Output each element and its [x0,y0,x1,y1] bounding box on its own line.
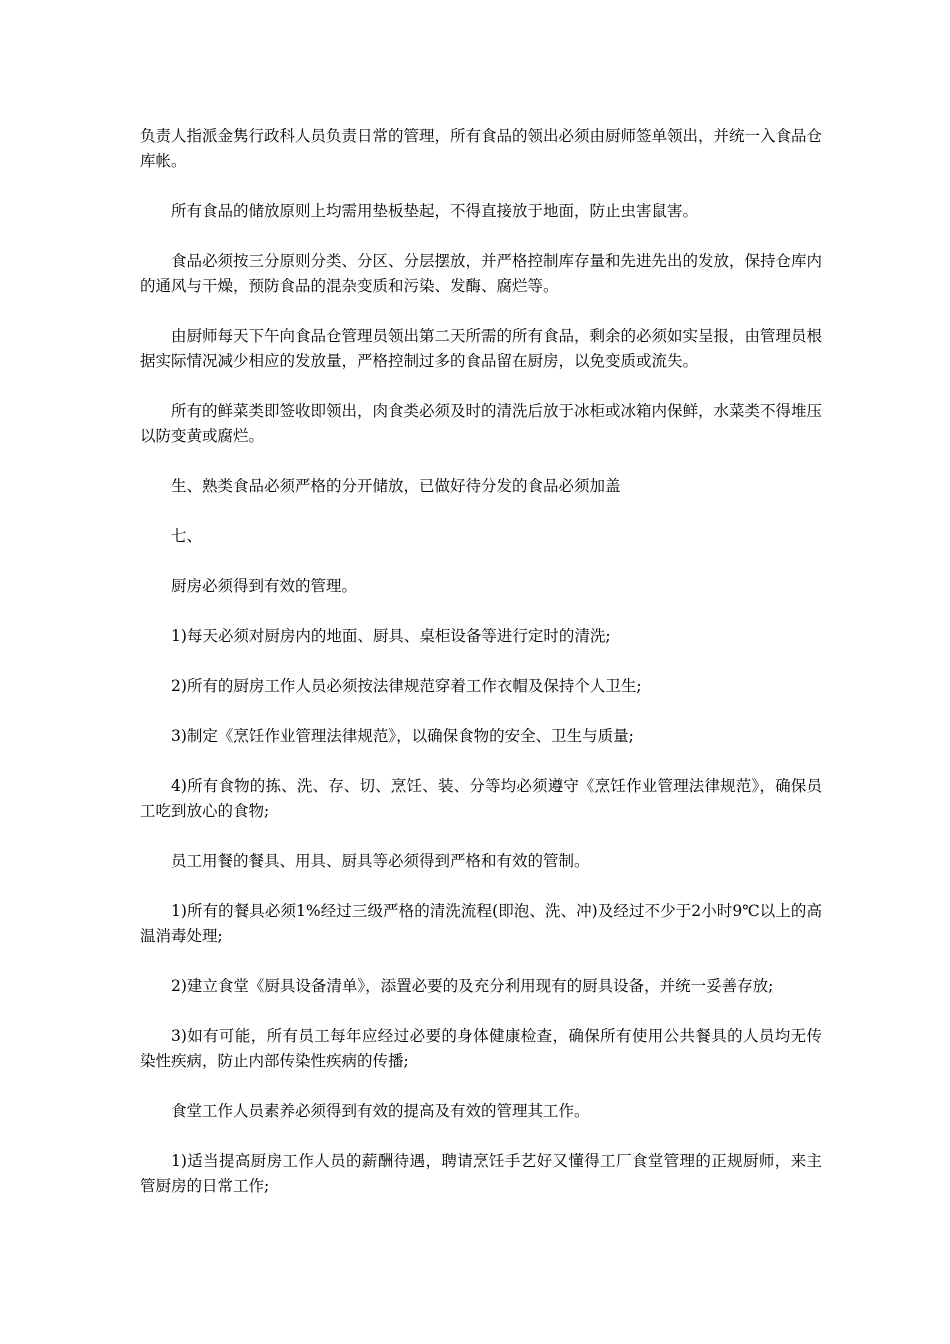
list-item: 1)每天必须对厨房内的地面、厨具、桌柜设备等进行定时的清洗; [171,627,611,645]
paragraph-17: 食堂工作人员素养必须得到有效的提高及有效的管理其工作。 [171,1102,590,1120]
list-item: 3)制定《烹饪作业管理法律规范》，以确保食物的安全、卫生与质量; [171,727,634,745]
paragraph-4: 由厨师每天下午向食品仓管理员领出第二天所需的所有食品，剩余的必须如实呈报，由管理员根据实际情况减少相应的发放量，严格控制过多的食品留在厨房，以免变质或流失。 [140,327,823,370]
paragraph-5: 所有的鲜菜类即签收即领出，肉食类必须及时的清洗后放于冰柜或冰箱内保鲜，水菜类不得堆压以防变黄或腐烂。 [140,402,823,445]
list-item: 1)所有的餐具必须1%经过三级严格的清洗流程(即泡、洗、冲)及经过不少于2小时9℃以上的高温消毒处理; [140,902,822,945]
paragraph-8: 厨房必须得到有效的管理。 [171,577,358,595]
section-heading-7: 七、 [171,527,203,545]
list-item: 3)如有可能，所有员工每年应经过必要的身体健康检查，确保所有使用公共餐具的人员均无传染性疾病，防止内部传染性疾病的传播; [140,1027,822,1070]
list-item: 2)所有的厨房工作人员必须按法律规范穿着工作衣帽及保持个人卫生; [171,677,642,695]
paragraph-6: 生、熟类食品必须严格的分开储放，已做好待分发的食品必须加盖 [171,477,621,495]
document-body [140,124,822,1224]
paragraph-3: 食品必须按三分原则分类、分区、分层摆放，并严格控制库存量和先进先出的发放，保持仓库内的通风与干燥，预防食品的混杂变质和污染、发酶、腐烂等。 [140,252,823,295]
paragraph-1: 负责人指派金隽行政科人员负责日常的管理，所有食品的领出必须由厨师签单领出，并统一入食品仓库帐。 [140,127,823,170]
list-item: 2)建立食堂《厨具设备清单》，添置必要的及充分利用现有的厨具设备，并统一妥善存放; [171,977,774,995]
paragraph-13: 员工用餐的餐具、用具、厨具等必须得到严格和有效的管制。 [171,852,590,870]
list-item: 1)适当提高厨房工作人员的薪酬待遇，聘请烹饪手艺好又懂得工厂食堂管理的正规厨师，来主管厨房的日常工作; [140,1152,822,1195]
list-item: 4)所有食物的拣、洗、存、切、烹饪、装、分等均必须遵守《烹饪作业管理法律规范》，确保员工吃到放心的食物; [140,777,822,820]
paragraph-2: 所有食品的储放原则上均需用垫板垫起，不得直接放于地面，防止虫害鼠害。 [171,202,699,220]
